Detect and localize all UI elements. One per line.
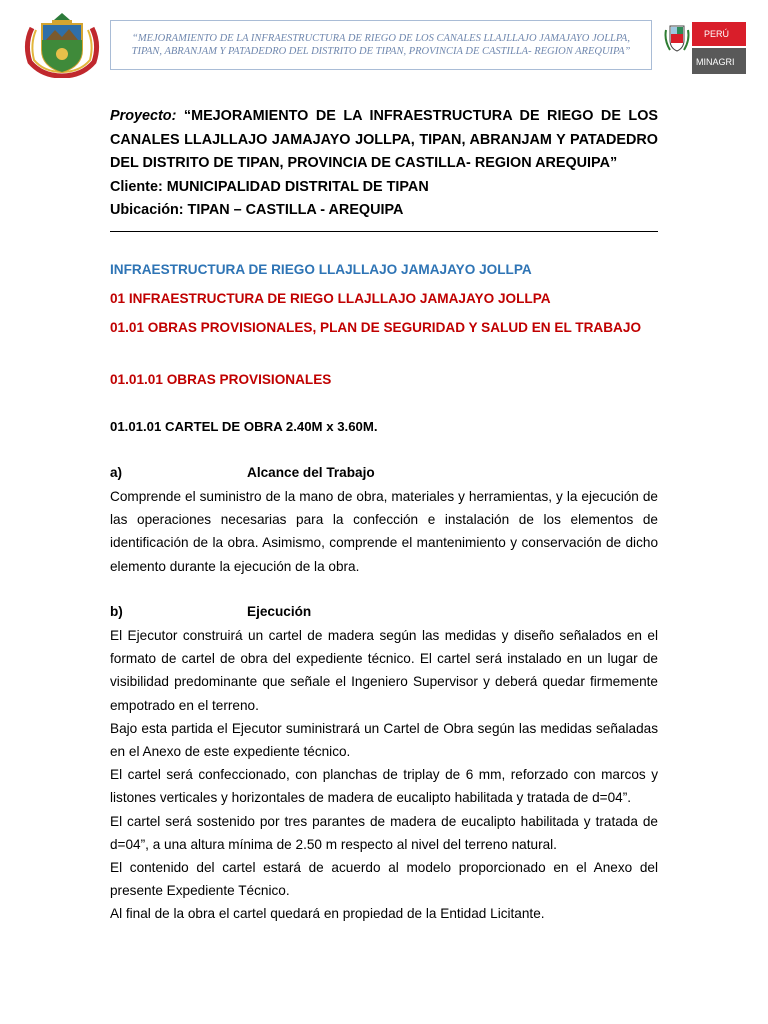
section-a-letter: a) — [110, 465, 123, 480]
section-a-paragraph: Comprende el suministro de la mano de obra, materiales y herramientas, y la ejecución de las operaciones necesarias para la confección e instalación de los elementos de identificación de la obra. Asimismo, comprende el mantenimiento y conservación de dicho elemento durante la ejecución de la obra. — [110, 489, 658, 574]
section-a-heading: Alcance del Trabajo — [247, 465, 375, 480]
section-b-paragraph: El Ejecutor construirá un cartel de madera según las medidas y diseño señalados en el formato de cartel de obra del expediente técnico. El cartel será instalado en un lugar de visibilidad predominante que señale el Ingeniero Supervisor y deberá quedar firmemente empotrado en el terreno. — [110, 628, 658, 713]
project-info — [110, 105, 658, 223]
header-divider — [110, 231, 658, 232]
logo-ministry-text: MINAGRI — [696, 57, 735, 67]
project-title: “MEJORAMIENTO DE LA INFRAESTRUCTURA DE RIEGO DE LOS CANALES LLAJLLAJO JAMAJAYO JOLLPA, TIPAN, ABRANJAM Y PATADEDRO DEL DISTRITO DE TIPAN, PROVINCIA DE CASTILLA- REGION AREQUIPA” — [110, 108, 658, 171]
section-b-paragraph: Bajo esta partida el Ejecutor suministrará un Cartel de Obra según las medidas señaladas en el Anexo de este expediente técnico. — [110, 720, 658, 760]
section-b-heading: Ejecución — [247, 604, 312, 619]
heading-level-1: 01 INFRAESTRUCTURA DE RIEGO LLAJLLAJO JAMAJAYO JOLLPA — [110, 291, 551, 306]
section-b-paragraph: El contenido del cartel estará de acuerdo al modelo proporcionado en el Anexo del presente Expediente Técnico. — [110, 860, 658, 899]
section-b-paragraph: Al final de la obra el cartel quedará en propiedad de la Entidad Licitante. — [110, 906, 545, 922]
project-label: Proyecto: — [110, 108, 177, 124]
banner-text: “MEJORAMIENTO DE LA INFRAESTRUCTURA DE RIEGO DE LOS CANALES LLAJLLAJO JAMAJAYO JOLLPA, TIPAN, ABRANJAM Y PATADEDRO DEL DISTRITO DE TIPAN, PROVINCIA DE CASTILLA- REGION AREQUIPA” — [131, 32, 631, 57]
section-b-paragraph: El cartel será sostenido por tres parantes de madera de eucalipto habilitada y tratada de d=04”, a una altura mínima de 2.50 m respecto al nivel del terreno natural. — [110, 813, 658, 852]
location-line: Ubicación: TIPAN – CASTILLA - AREQUIPA — [110, 202, 404, 218]
project-line — [110, 105, 658, 176]
section-b-paragraph: El cartel será confeccionado, con planchas de triplay de 6 mm, reforzado con marcos y listones verticales y horizontales de madera de eucalipto habilitada y tratada de d=04”. — [110, 767, 658, 806]
heading-level-2: 01.01 OBRAS PROVISIONALES, PLAN DE SEGURIDAD Y SALUD EN EL TRABAJO — [110, 320, 642, 335]
section-a-title — [110, 462, 375, 484]
section-b-body — [110, 624, 658, 926]
heading-infrastructure: INFRAESTRUCTURA DE RIEGO LLAJLLAJO JAMAJAYO JOLLPA — [110, 262, 532, 277]
section-b-letter: b) — [110, 604, 123, 619]
section-a-body — [110, 485, 658, 578]
section-b-title — [110, 601, 311, 623]
municipal-seal-icon — [22, 10, 102, 78]
heading-level-3: 01.01.01 OBRAS PROVISIONALES — [110, 372, 332, 387]
client-line: Cliente: MUNICIPALIDAD DISTRITAL DE TIPAN — [110, 178, 429, 195]
item-heading: 01.01.01 CARTEL DE OBRA 2.40M x 3.60M. — [110, 419, 378, 434]
project-banner — [110, 20, 652, 70]
peru-minagri-logo — [664, 22, 746, 74]
logo-country-text: PERÚ — [704, 29, 730, 39]
